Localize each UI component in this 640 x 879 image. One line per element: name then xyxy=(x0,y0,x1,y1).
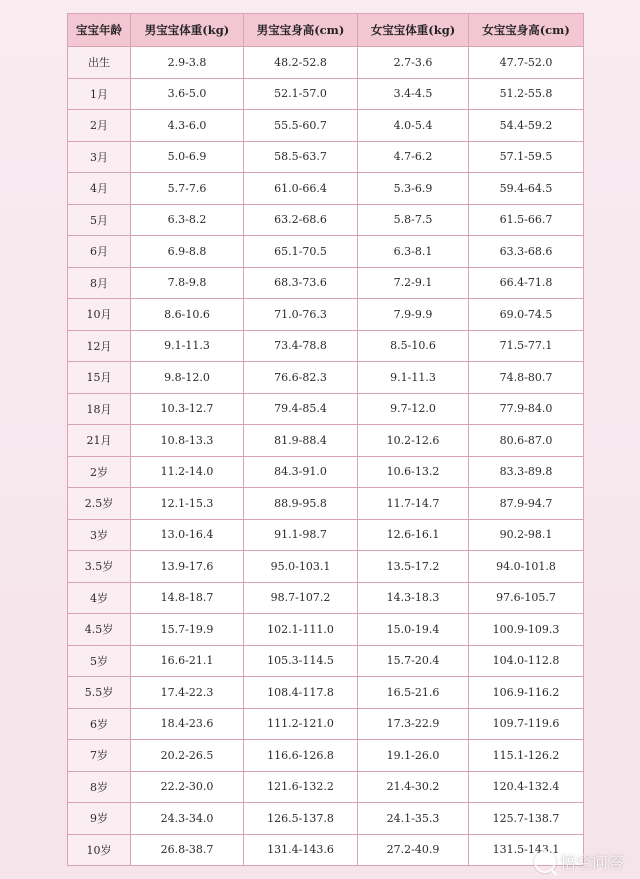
value-cell: 87.9-94.7 xyxy=(469,488,584,520)
table-row xyxy=(68,110,584,142)
search-bubble-icon xyxy=(534,851,556,873)
value-cell: 120.4-132.4 xyxy=(469,771,584,803)
age-cell: 2岁 xyxy=(68,456,131,488)
value-cell: 7.9-9.9 xyxy=(358,299,469,331)
table-body xyxy=(68,47,584,866)
value-cell: 63.3-68.6 xyxy=(469,236,584,268)
watermark xyxy=(534,850,624,873)
value-cell: 9.8-12.0 xyxy=(131,362,244,394)
column-header: 女宝宝体重(kg) xyxy=(358,14,469,47)
age-cell: 4.5岁 xyxy=(68,614,131,646)
value-cell: 131.5-143.1 xyxy=(469,834,584,866)
value-cell: 2.9-3.8 xyxy=(131,47,244,79)
age-cell: 6月 xyxy=(68,236,131,268)
value-cell: 66.4-71.8 xyxy=(469,267,584,299)
value-cell: 5.0-6.9 xyxy=(131,141,244,173)
value-cell: 106.9-116.2 xyxy=(469,677,584,709)
value-cell: 71.5-77.1 xyxy=(469,330,584,362)
value-cell: 65.1-70.5 xyxy=(244,236,358,268)
value-cell: 15.7-19.9 xyxy=(131,614,244,646)
value-cell: 19.1-26.0 xyxy=(358,740,469,772)
table-row xyxy=(68,677,584,709)
table-row xyxy=(68,393,584,425)
value-cell: 12.6-16.1 xyxy=(358,519,469,551)
column-header: 男宝宝身高(cm) xyxy=(244,14,358,47)
value-cell: 52.1-57.0 xyxy=(244,78,358,110)
value-cell: 51.2-55.8 xyxy=(469,78,584,110)
value-cell: 54.4-59.2 xyxy=(469,110,584,142)
value-cell: 47.7-52.0 xyxy=(469,47,584,79)
header-row xyxy=(68,14,584,47)
table-row xyxy=(68,267,584,299)
age-cell: 6岁 xyxy=(68,708,131,740)
table-row xyxy=(68,456,584,488)
value-cell: 16.5-21.6 xyxy=(358,677,469,709)
value-cell: 10.6-13.2 xyxy=(358,456,469,488)
value-cell: 16.6-21.1 xyxy=(131,645,244,677)
growth-standard-table xyxy=(67,13,584,866)
value-cell: 105.3-114.5 xyxy=(244,645,358,677)
age-cell: 8月 xyxy=(68,267,131,299)
value-cell: 109.7-119.6 xyxy=(469,708,584,740)
value-cell: 94.0-101.8 xyxy=(469,551,584,583)
value-cell: 17.4-22.3 xyxy=(131,677,244,709)
table-row xyxy=(68,47,584,79)
column-header: 女宝宝身高(cm) xyxy=(469,14,584,47)
value-cell: 74.8-80.7 xyxy=(469,362,584,394)
value-cell: 95.0-103.1 xyxy=(244,551,358,583)
table-row xyxy=(68,614,584,646)
value-cell: 10.2-12.6 xyxy=(358,425,469,457)
value-cell: 115.1-126.2 xyxy=(469,740,584,772)
value-cell: 131.4-143.6 xyxy=(244,834,358,866)
age-cell: 5月 xyxy=(68,204,131,236)
value-cell: 68.3-73.6 xyxy=(244,267,358,299)
value-cell: 61.0-66.4 xyxy=(244,173,358,205)
age-cell: 5岁 xyxy=(68,645,131,677)
value-cell: 73.4-78.8 xyxy=(244,330,358,362)
value-cell: 12.1-15.3 xyxy=(131,488,244,520)
value-cell: 6.3-8.1 xyxy=(358,236,469,268)
table-row xyxy=(68,204,584,236)
value-cell: 3.6-5.0 xyxy=(131,78,244,110)
value-cell: 104.0-112.8 xyxy=(469,645,584,677)
table-header xyxy=(68,14,584,47)
value-cell: 15.7-20.4 xyxy=(358,645,469,677)
value-cell: 83.3-89.8 xyxy=(469,456,584,488)
value-cell: 9.1-11.3 xyxy=(131,330,244,362)
age-cell: 2.5岁 xyxy=(68,488,131,520)
value-cell: 22.2-30.0 xyxy=(131,771,244,803)
value-cell: 24.1-35.3 xyxy=(358,803,469,835)
value-cell: 98.7-107.2 xyxy=(244,582,358,614)
value-cell: 8.6-10.6 xyxy=(131,299,244,331)
age-cell: 9岁 xyxy=(68,803,131,835)
value-cell: 81.9-88.4 xyxy=(244,425,358,457)
value-cell: 80.6-87.0 xyxy=(469,425,584,457)
table-row xyxy=(68,78,584,110)
value-cell: 15.0-19.4 xyxy=(358,614,469,646)
value-cell: 69.0-74.5 xyxy=(469,299,584,331)
age-cell: 18月 xyxy=(68,393,131,425)
value-cell: 48.2-52.8 xyxy=(244,47,358,79)
value-cell: 13.5-17.2 xyxy=(358,551,469,583)
table-row xyxy=(68,330,584,362)
value-cell: 77.9-84.0 xyxy=(469,393,584,425)
value-cell: 58.5-63.7 xyxy=(244,141,358,173)
column-header: 男宝宝体重(kg) xyxy=(131,14,244,47)
table-row xyxy=(68,362,584,394)
value-cell: 111.2-121.0 xyxy=(244,708,358,740)
value-cell: 7.8-9.8 xyxy=(131,267,244,299)
table-row xyxy=(68,519,584,551)
value-cell: 79.4-85.4 xyxy=(244,393,358,425)
age-cell: 2月 xyxy=(68,110,131,142)
table-row xyxy=(68,582,584,614)
value-cell: 97.6-105.7 xyxy=(469,582,584,614)
value-cell: 121.6-132.2 xyxy=(244,771,358,803)
value-cell: 90.2-98.1 xyxy=(469,519,584,551)
value-cell: 59.4-64.5 xyxy=(469,173,584,205)
value-cell: 21.4-30.2 xyxy=(358,771,469,803)
value-cell: 61.5-66.7 xyxy=(469,204,584,236)
value-cell: 13.0-16.4 xyxy=(131,519,244,551)
value-cell: 116.6-126.8 xyxy=(244,740,358,772)
value-cell: 84.3-91.0 xyxy=(244,456,358,488)
value-cell: 27.2-40.9 xyxy=(358,834,469,866)
value-cell: 6.3-8.2 xyxy=(131,204,244,236)
value-cell: 108.4-117.8 xyxy=(244,677,358,709)
value-cell: 76.6-82.3 xyxy=(244,362,358,394)
table-row xyxy=(68,141,584,173)
table-row xyxy=(68,488,584,520)
value-cell: 6.9-8.8 xyxy=(131,236,244,268)
age-cell: 4岁 xyxy=(68,582,131,614)
value-cell: 125.7-138.7 xyxy=(469,803,584,835)
table-row xyxy=(68,708,584,740)
table-row xyxy=(68,771,584,803)
value-cell: 11.7-14.7 xyxy=(358,488,469,520)
value-cell: 10.8-13.3 xyxy=(131,425,244,457)
value-cell: 9.7-12.0 xyxy=(358,393,469,425)
table-row xyxy=(68,803,584,835)
age-cell: 5.5岁 xyxy=(68,677,131,709)
value-cell: 17.3-22.9 xyxy=(358,708,469,740)
table-row xyxy=(68,236,584,268)
age-cell: 12月 xyxy=(68,330,131,362)
value-cell: 3.4-4.5 xyxy=(358,78,469,110)
value-cell: 4.7-6.2 xyxy=(358,141,469,173)
value-cell: 100.9-109.3 xyxy=(469,614,584,646)
value-cell: 24.3-34.0 xyxy=(131,803,244,835)
value-cell: 9.1-11.3 xyxy=(358,362,469,394)
age-cell: 21月 xyxy=(68,425,131,457)
table-row xyxy=(68,834,584,866)
value-cell: 20.2-26.5 xyxy=(131,740,244,772)
column-header: 宝宝年龄 xyxy=(68,14,131,47)
value-cell: 18.4-23.6 xyxy=(131,708,244,740)
value-cell: 57.1-59.5 xyxy=(469,141,584,173)
value-cell: 7.2-9.1 xyxy=(358,267,469,299)
value-cell: 11.2-14.0 xyxy=(131,456,244,488)
age-cell: 3月 xyxy=(68,141,131,173)
age-cell: 3.5岁 xyxy=(68,551,131,583)
value-cell: 4.3-6.0 xyxy=(131,110,244,142)
table-row xyxy=(68,299,584,331)
value-cell: 55.5-60.7 xyxy=(244,110,358,142)
value-cell: 5.8-7.5 xyxy=(358,204,469,236)
value-cell: 13.9-17.6 xyxy=(131,551,244,583)
value-cell: 102.1-111.0 xyxy=(244,614,358,646)
age-cell: 10月 xyxy=(68,299,131,331)
value-cell: 10.3-12.7 xyxy=(131,393,244,425)
value-cell: 71.0-76.3 xyxy=(244,299,358,331)
value-cell: 5.7-7.6 xyxy=(131,173,244,205)
value-cell: 14.8-18.7 xyxy=(131,582,244,614)
value-cell: 88.9-95.8 xyxy=(244,488,358,520)
table-row xyxy=(68,645,584,677)
value-cell: 8.5-10.6 xyxy=(358,330,469,362)
value-cell: 126.5-137.8 xyxy=(244,803,358,835)
watermark-text: 悟空问答 xyxy=(559,853,624,872)
age-cell: 出生 xyxy=(68,47,131,79)
age-cell: 15月 xyxy=(68,362,131,394)
value-cell: 4.0-5.4 xyxy=(358,110,469,142)
table-row xyxy=(68,173,584,205)
age-cell: 1月 xyxy=(68,78,131,110)
table-row xyxy=(68,425,584,457)
value-cell: 14.3-18.3 xyxy=(358,582,469,614)
age-cell: 10岁 xyxy=(68,834,131,866)
value-cell: 2.7-3.6 xyxy=(358,47,469,79)
age-cell: 8岁 xyxy=(68,771,131,803)
value-cell: 5.3-6.9 xyxy=(358,173,469,205)
age-cell: 4月 xyxy=(68,173,131,205)
table-row xyxy=(68,551,584,583)
age-cell: 3岁 xyxy=(68,519,131,551)
value-cell: 63.2-68.6 xyxy=(244,204,358,236)
value-cell: 26.8-38.7 xyxy=(131,834,244,866)
table-row xyxy=(68,740,584,772)
value-cell: 91.1-98.7 xyxy=(244,519,358,551)
age-cell: 7岁 xyxy=(68,740,131,772)
